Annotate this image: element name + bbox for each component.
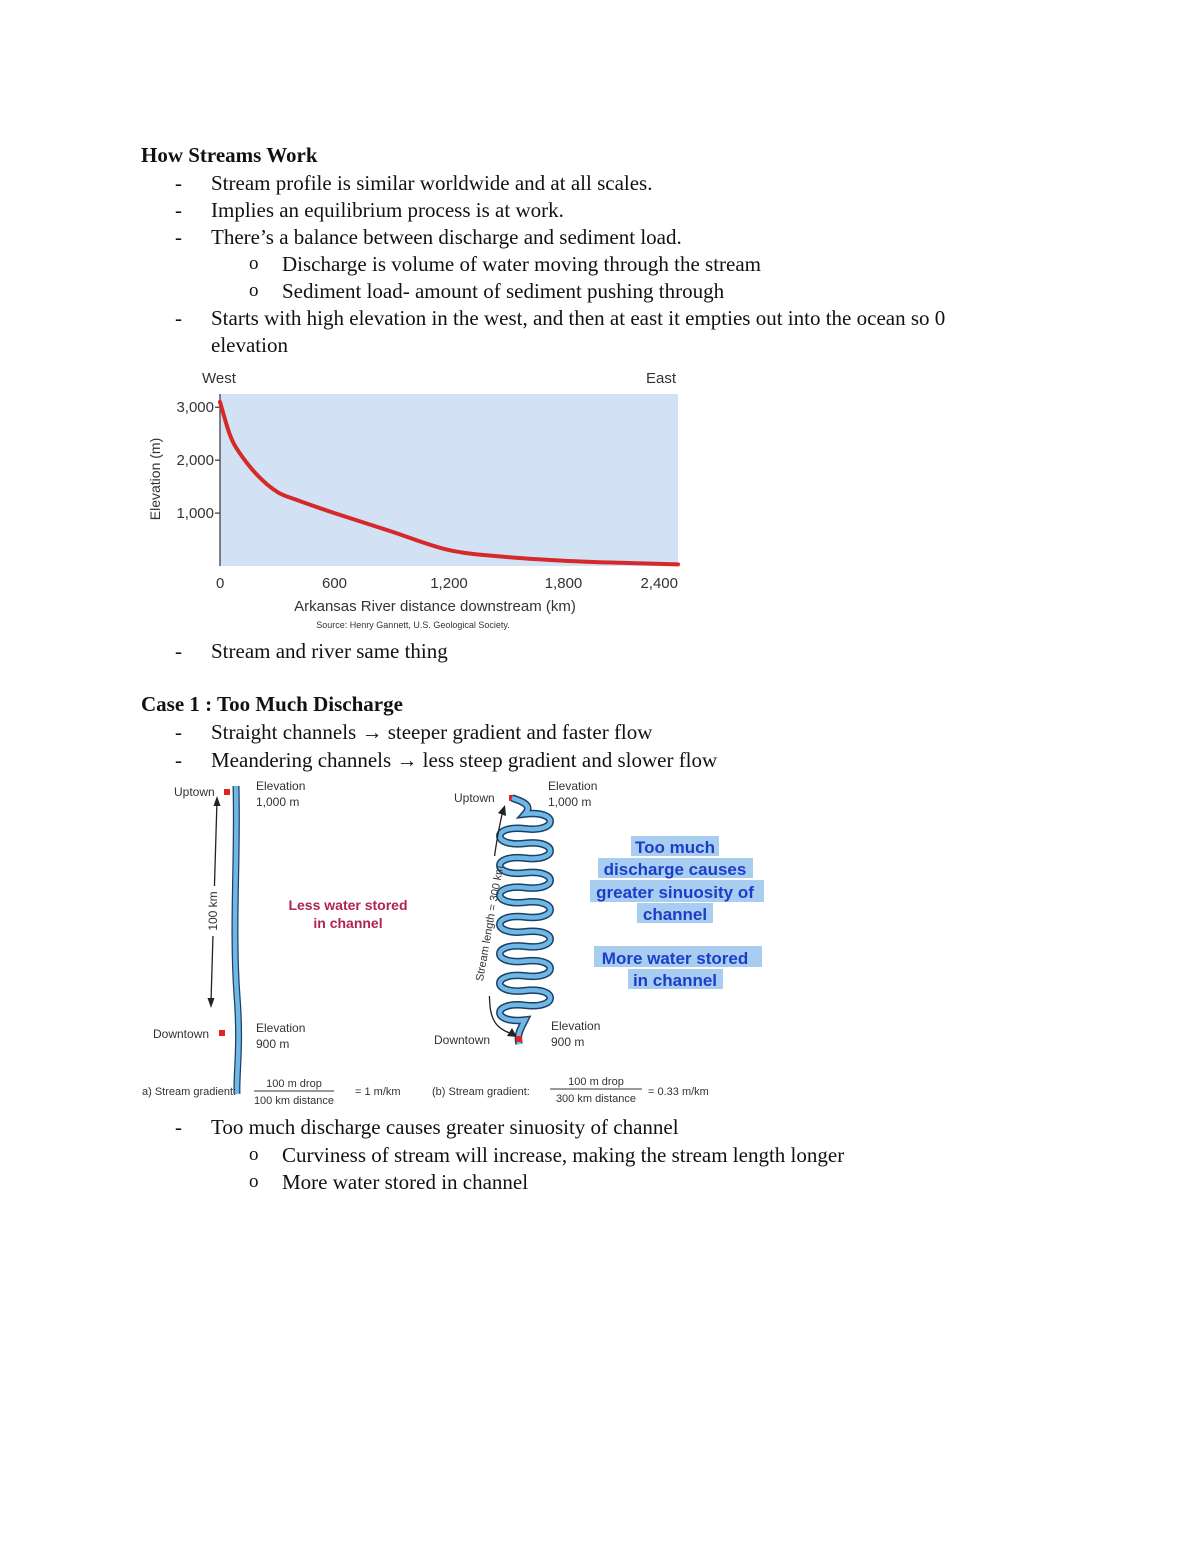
y-tick-label: 3,000 xyxy=(176,399,214,417)
sub-list-item: Discharge is volume of water moving through the stream xyxy=(282,252,762,276)
section-heading: How Streams Work xyxy=(141,143,318,167)
elevation-top-value: 1,000 m xyxy=(256,795,300,809)
stream-length-label: Stream length = 300 km xyxy=(473,864,507,983)
less-water-note: Less water stored xyxy=(288,897,408,913)
gradient-numerator: 100 m drop xyxy=(568,1076,624,1088)
list-item: Starts with high elevation in the west, and then at east it empties out into the ocean so 0 xyxy=(211,306,946,330)
gradient-result: = 0.33 m/km xyxy=(648,1086,709,1098)
elevation-bottom-label: Elevation xyxy=(256,1021,306,1035)
x-tick-label: 1,800 xyxy=(544,575,583,592)
more-water-note: in channel xyxy=(632,971,718,990)
gradient-label: a) Stream gradient: xyxy=(142,1086,237,1098)
dash-bullet: - xyxy=(175,171,182,195)
elevation-top-label: Elevation xyxy=(256,779,306,793)
list-item: Stream profile is similar worldwide and at all scales. xyxy=(211,171,653,195)
sinuosity-note: Too much xyxy=(635,838,715,857)
more-water-note: More water stored xyxy=(601,949,749,968)
downtown-label: Downtown xyxy=(153,1027,210,1041)
gradient-numerator: 100 m drop xyxy=(266,1078,322,1090)
gradient-label: (b) Stream gradient: xyxy=(432,1086,530,1098)
elevation-bottom-value: 900 m xyxy=(551,1035,585,1049)
uptown-label: Uptown xyxy=(174,785,215,799)
gradient-denominator: 100 km distance xyxy=(253,1095,335,1107)
circle-bullet: o xyxy=(249,253,259,274)
arrow-head-up xyxy=(498,805,506,816)
panel-a xyxy=(142,779,408,1107)
circle-bullet: o xyxy=(249,1171,259,1192)
list-item: Stream and river same thing xyxy=(211,639,448,663)
list-item-continuation: elevation xyxy=(211,333,288,357)
plot-area xyxy=(220,394,678,566)
less-water-note: in channel xyxy=(313,915,383,931)
downtown-marker xyxy=(516,1036,522,1042)
dash-bullet: - xyxy=(175,1115,182,1139)
elevation-bottom-label: Elevation xyxy=(551,1019,601,1033)
dash-bullet: - xyxy=(175,720,182,744)
x-axis-label: Arkansas River distance downstream (km) xyxy=(294,598,576,615)
x-tick-label: 0 xyxy=(216,575,225,592)
list-item: There’s a balance between discharge and sediment load. xyxy=(211,225,682,249)
circle-bullet: o xyxy=(249,280,259,301)
circle-bullet: o xyxy=(249,1144,259,1165)
list-item: Straight channels → steeper gradient and faster flow xyxy=(211,720,653,744)
sub-list-item: More water stored in channel xyxy=(282,1170,529,1194)
sinuosity-note: discharge causes xyxy=(603,860,747,879)
dash-bullet: - xyxy=(175,198,182,222)
elevation-top-label: Elevation xyxy=(548,779,598,793)
gradient-result: = 1 m/km xyxy=(355,1086,401,1098)
x-tick-label: 1,200 xyxy=(430,575,468,592)
list-item: Too much discharge causes greater sinuosity of channel xyxy=(211,1115,679,1139)
uptown-marker xyxy=(224,789,230,795)
chart-source: Source: Henry Gannett, U.S. Geological Society. xyxy=(316,620,510,630)
dash-bullet: - xyxy=(175,639,182,663)
x-tick-label: 2,400 xyxy=(640,575,678,592)
length-label: 100 km xyxy=(206,891,220,931)
sub-list-item: Curviness of stream will increase, making the stream length longer xyxy=(282,1143,845,1167)
uptown-label: Uptown xyxy=(454,791,495,805)
y-axis-label: Elevation (m) xyxy=(147,437,163,521)
gradient-denominator: 300 km distance xyxy=(555,1093,637,1105)
arrow-head-down xyxy=(208,998,215,1008)
dash-bullet: - xyxy=(175,306,182,330)
sub-list-item: Sediment load- amount of sediment pushing through xyxy=(282,279,725,303)
panel-b xyxy=(432,779,764,1105)
elevation-profile-chart xyxy=(140,362,700,637)
chart-east-label: East xyxy=(645,370,676,387)
y-tick-label: 1,000 xyxy=(176,505,214,523)
sinuosity-note: greater sinuosity of xyxy=(596,883,754,902)
x-tick-label: 600 xyxy=(321,575,348,592)
downtown-marker xyxy=(219,1030,225,1036)
list-item: Meandering channels → less steep gradient and slower flow xyxy=(211,748,718,772)
chart-west-label: West xyxy=(202,370,236,387)
dash-bullet: - xyxy=(175,225,182,249)
sinuosity-note: channel xyxy=(642,905,708,924)
list-item: Implies an equilibrium process is at work. xyxy=(211,198,564,222)
downtown-label: Downtown xyxy=(434,1033,491,1047)
section-heading: Case 1 : Too Much Discharge xyxy=(141,692,403,716)
y-tick-label: 2,000 xyxy=(176,452,214,470)
elevation-top-value: 1,000 m xyxy=(548,795,592,809)
dash-bullet: - xyxy=(175,748,182,772)
elevation-bottom-value: 900 m xyxy=(256,1037,290,1051)
channel-comparison-figure xyxy=(140,776,754,1111)
